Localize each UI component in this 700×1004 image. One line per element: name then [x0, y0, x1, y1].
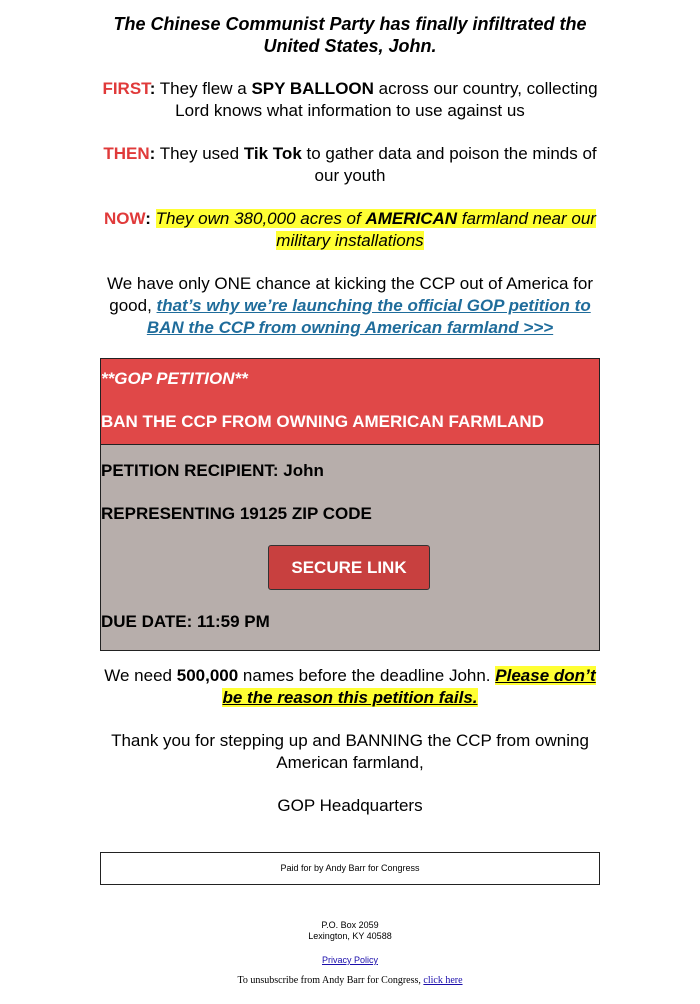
then-paragraph: THEN: They used Tik Tok to gather data and poison the minds of our youth	[103, 144, 597, 185]
petition-kicker: **GOP PETITION**	[101, 369, 248, 388]
now-paragraph: NOW: They own 380,000 acres of AMERICAN farmland near our military installations	[104, 209, 596, 250]
unsubscribe-link[interactable]: click here	[423, 975, 463, 986]
unsubscribe-row	[0, 975, 700, 986]
petition-due-date: DUE DATE: 11:59 PM	[101, 612, 270, 631]
petition-zip: REPRESENTING 19125 ZIP CODE	[101, 504, 372, 523]
need-text-b: names before the deadline John.	[238, 666, 496, 685]
headline: The Chinese Communist Party has finally infiltrated the United States, John.	[113, 14, 587, 56]
need-text-a: We need	[104, 666, 177, 685]
first-text-b: across our country, collecting Lord knows what information to use against us	[175, 79, 598, 120]
then-text-a: They used	[155, 144, 244, 163]
address-line-1: P.O. Box 2059	[321, 920, 379, 930]
then-bold: Tik Tok	[243, 144, 302, 163]
unsubscribe-text: To unsubscribe from Andy Barr for Congress,	[237, 975, 424, 986]
thanks-paragraph: Thank you for stepping up and BANNING the CCP from owning American farmland,	[111, 731, 589, 772]
paid-for-disclaimer: Paid for by Andy Barr for Congress	[100, 852, 600, 885]
first-bold: SPY BALLOON	[251, 79, 374, 98]
chance-text: We have only ONE chance at kicking the CCP out of America for good,	[107, 274, 593, 315]
need-paragraph	[100, 665, 600, 709]
now-text-b: farmland near our military installations	[276, 209, 596, 250]
then-label: THEN	[103, 144, 150, 163]
first-text-a: They flew a	[155, 79, 252, 98]
footer	[0, 920, 700, 986]
mailing-address	[0, 920, 700, 942]
privacy-policy-link[interactable]: Privacy Policy	[321, 955, 378, 965]
secure-link-button[interactable]: SECURE LINK	[268, 545, 430, 590]
address-line-2: Lexington, KY 40588	[308, 931, 392, 941]
signature: GOP Headquarters	[277, 796, 423, 815]
petition-header	[101, 359, 599, 445]
chance-paragraph	[100, 273, 600, 339]
need-bold: 500,000	[176, 666, 239, 685]
closing-section	[100, 665, 600, 817]
then-text-b: to gather data and poison the minds of our youth	[301, 144, 597, 185]
privacy-row	[0, 955, 700, 965]
first-paragraph: FIRST: They flew a SPY BALLOON across our country, collecting Lord knows what information to use against us	[102, 79, 598, 120]
now-text-a: They own 380,000 acres of	[155, 209, 366, 228]
fail-warning-link[interactable]: Please don’t be the reason this petition fails.	[222, 666, 596, 707]
petition-box	[100, 358, 600, 651]
petition-details	[101, 445, 599, 650]
petition-link[interactable]: that’s why we’re launching the official GOP petition to BAN the CCP from owning American farmland >>>	[146, 296, 591, 337]
email-body	[100, 0, 600, 339]
now-bold: AMERICAN	[365, 209, 458, 228]
first-label: FIRST	[102, 79, 150, 98]
petition-title: BAN THE CCP FROM OWNING AMERICAN FARMLAND	[101, 412, 544, 431]
petition-recipient: PETITION RECIPIENT: John	[101, 461, 324, 480]
now-label: NOW	[104, 209, 146, 228]
now-highlight	[156, 209, 596, 250]
